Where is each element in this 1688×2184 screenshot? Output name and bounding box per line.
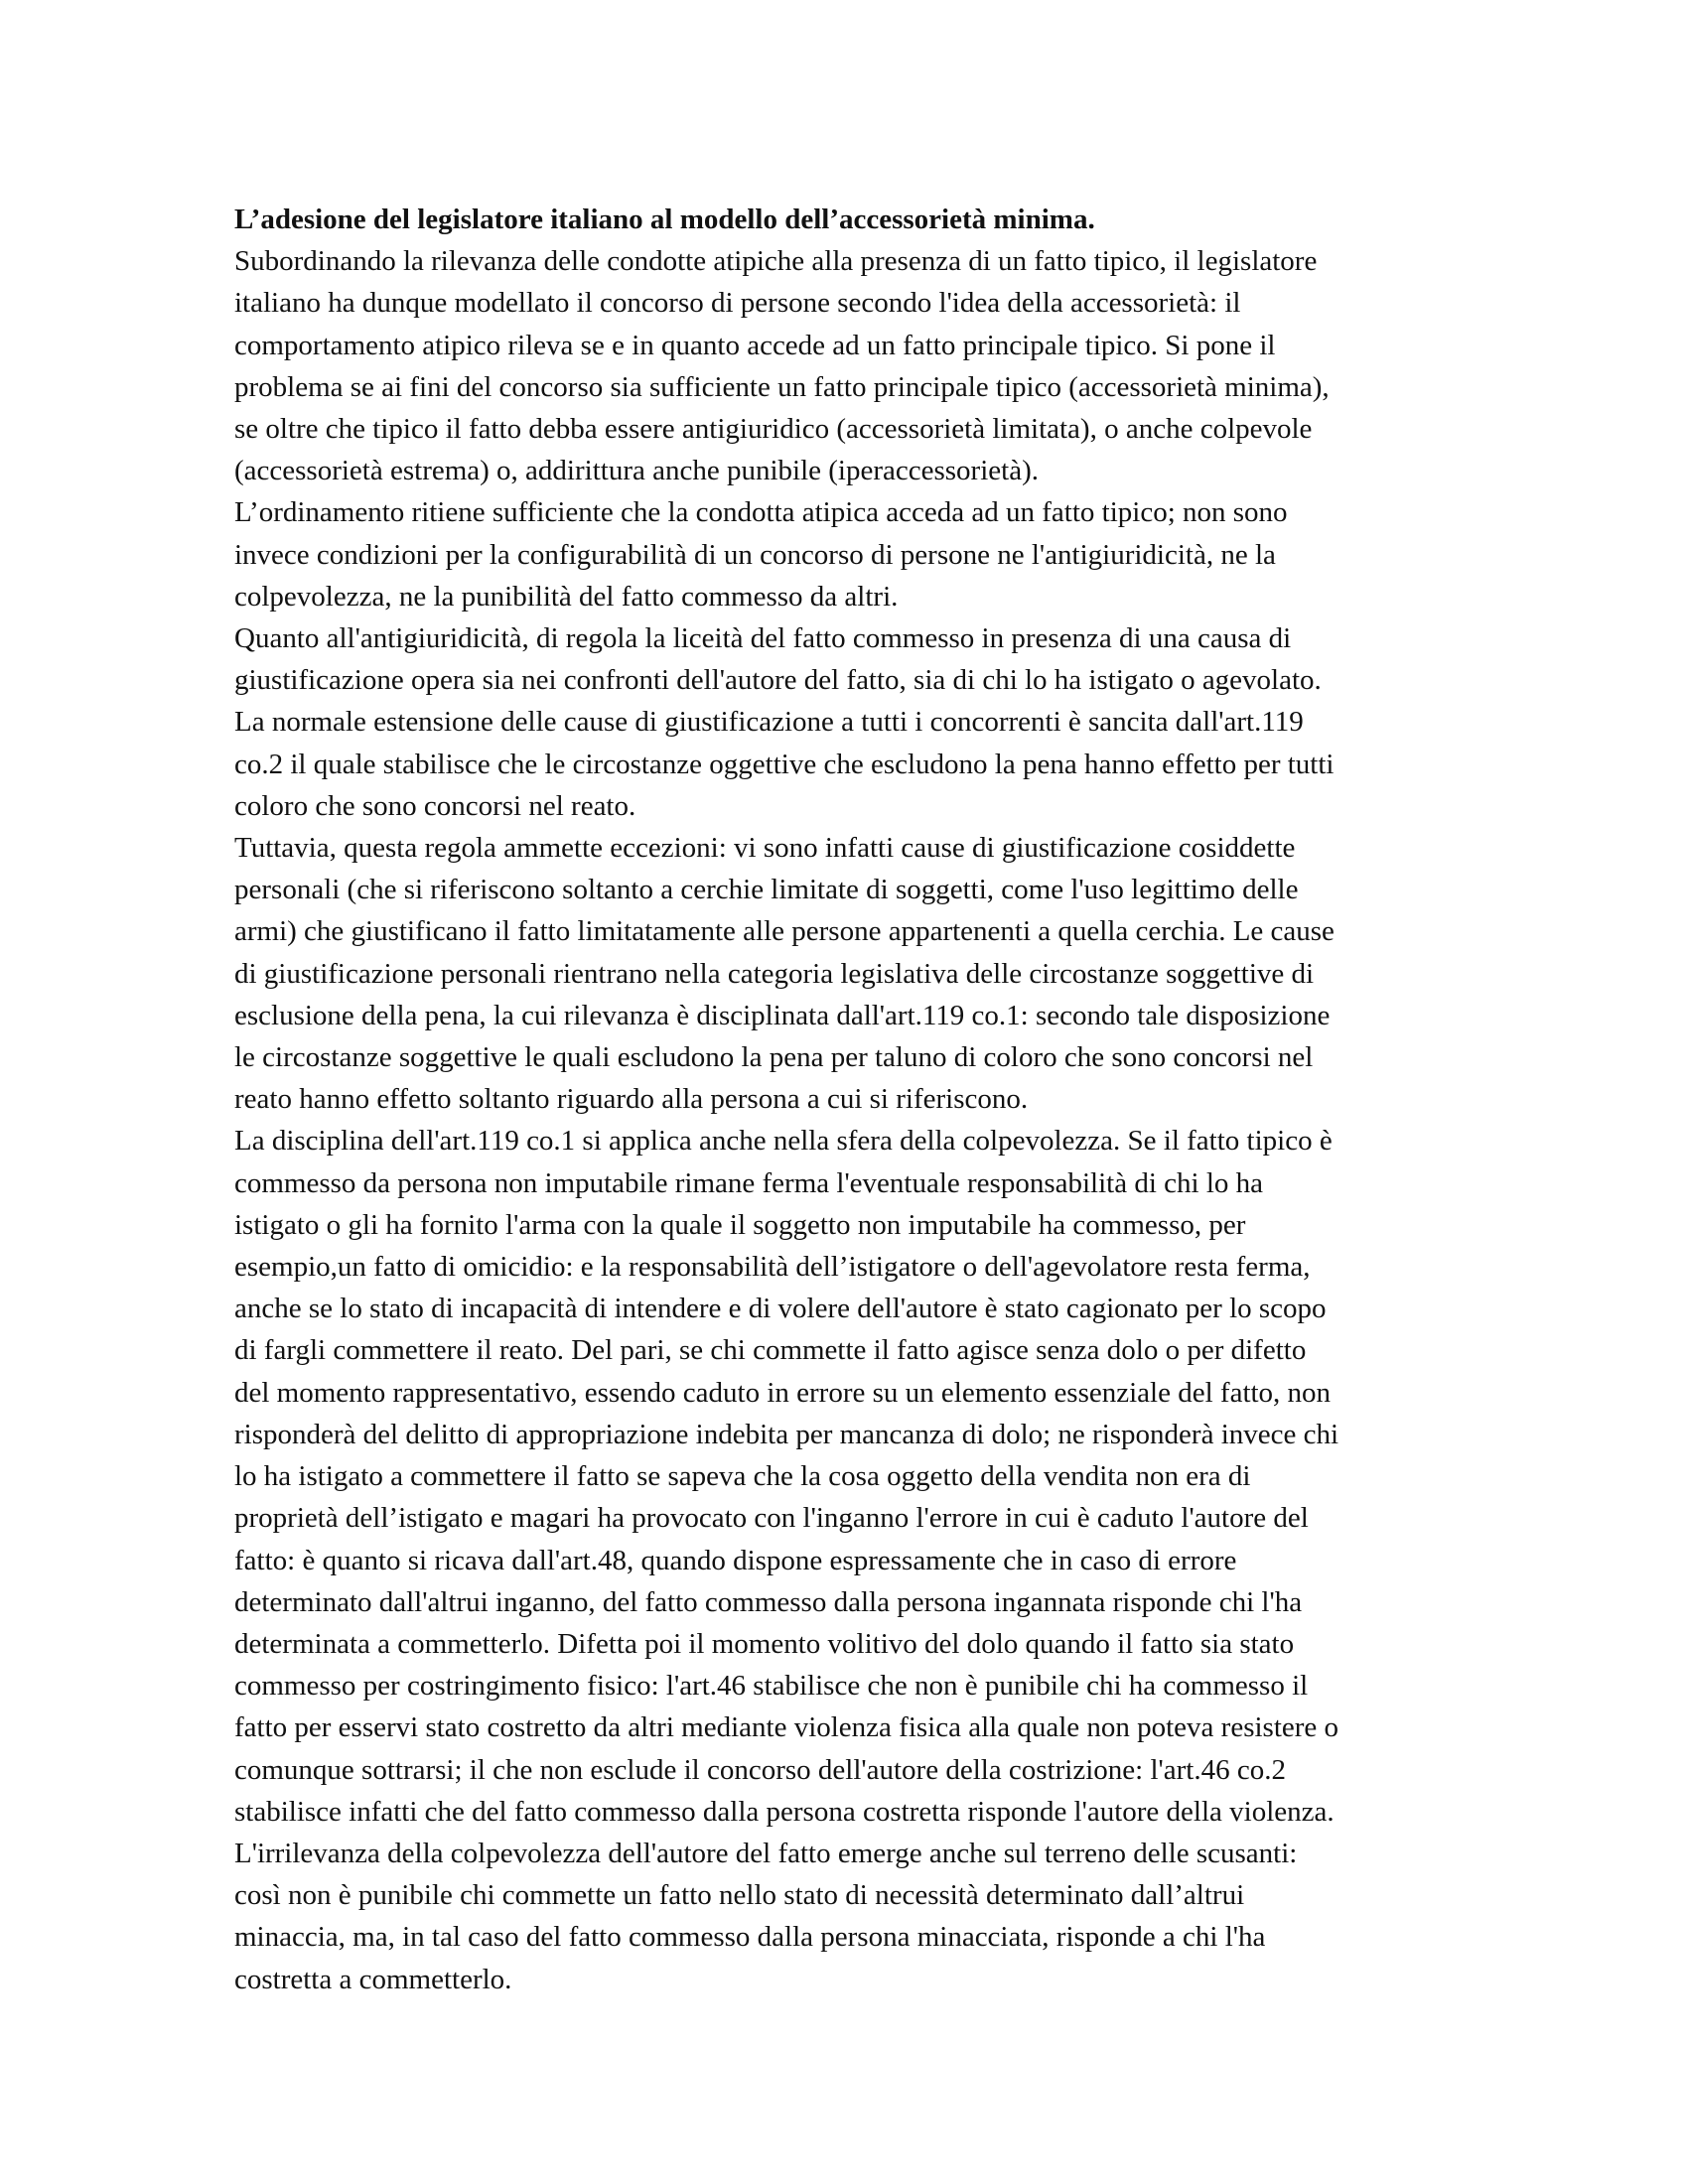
paragraph-lines <box>234 240 1456 2000</box>
text-line: co.2 il quale stabilisce che le circostanze oggettive che escludono la pena hanno effetto per tutti <box>234 748 1335 780</box>
text-line: italiano ha dunque modellato il concorso di persone secondo l'idea della accessorietà: il <box>234 287 1241 320</box>
text-line: L'irrilevanza della colpevolezza dell'autore del fatto emerge anche sul terreno delle scusanti: <box>234 1837 1298 1869</box>
text-line: (accessorietà estrema) o, addirittura anche punibile (iperaccessorietà). <box>234 455 1039 487</box>
text-line: personali (che si riferiscono soltanto a cerchie limitate di soggetti, come l'uso legittimo delle <box>234 874 1299 906</box>
text-line: coloro che sono concorsi nel reato. <box>234 789 636 822</box>
text-line: di fargli commettere il reato. Del pari, se chi commette il fatto agisce senza dolo o per difetto <box>234 1334 1307 1367</box>
text-line: del momento rappresentativo, essendo caduto in errore su un elemento essenziale del fatto, non <box>234 1376 1332 1409</box>
text-line: commesso da persona non imputabile rimane ferma l'eventuale responsabilità di chi lo ha <box>234 1166 1264 1199</box>
text-line: di giustificazione personali rientrano nella categoria legislativa delle circostanze soggettive di <box>234 957 1315 990</box>
text-line: armi) che giustificano il fatto limitatamente alle persone appartenenti a quella cerchia. Le cause <box>234 915 1335 948</box>
text-line: Tuttavia, questa regola ammette eccezioni: vi sono infatti cause di giustificazione cosiddette <box>234 832 1296 865</box>
text-line: minaccia, ma, in tal caso del fatto commesso dalla persona minacciata, risponde a chi l'ha <box>234 1921 1266 1954</box>
text-line: determinata a commetterlo. Difetta poi il momento volitivo del dolo quando il fatto sia stato <box>234 1627 1295 1660</box>
text-line: anche se lo stato di incapacità di intendere e di volere dell'autore è stato cagionato per lo scopo <box>234 1293 1327 1325</box>
text-line: così non è punibile chi commette un fatto nello stato di necessità determinato dall’altrui <box>234 1879 1245 1912</box>
text-line: comunque sottrarsi; il che non esclude il concorso dell'autore della costrizione: l'art.46 co.2 <box>234 1753 1286 1786</box>
text-line: esempio,un fatto di omicidio: e la responsabilità dell’istigatore o dell'agevolatore resta ferma, <box>234 1251 1311 1284</box>
text-line: L’ordinamento ritiene sufficiente che la condotta atipica acceda ad un fatto tipico; non sono <box>234 496 1288 529</box>
text-line: reato hanno effetto soltanto riguardo alla persona a cui si riferiscono. <box>234 1083 1029 1116</box>
text-line: colpevolezza, ne la punibilità del fatto commesso da altri. <box>234 580 899 613</box>
text-line: Subordinando la rilevanza delle condotte atipiche alla presenza di un fatto tipico, il legislatore <box>234 245 1318 278</box>
text-line: costretta a commetterlo. <box>234 1963 512 1995</box>
text-line: commesso per costringimento fisico: l'art.46 stabilisce che non è punibile chi ha commesso il <box>234 1670 1309 1703</box>
text-line: determinato dall'altrui inganno, del fatto commesso dalla persona ingannata risponde chi l'ha <box>234 1585 1303 1618</box>
text-line: risponderà del delitto di appropriazione indebita per mancanza di dolo; ne risponderà invece chi <box>234 1418 1339 1450</box>
document-title: L’adesione del legislatore italiano al modello dell’accessorietà minima. <box>234 204 1095 235</box>
text-line: comportamento atipico rileva se e in quanto accede ad un fatto principale tipico. Si pone il <box>234 329 1276 361</box>
text-line: invece condizioni per la configurabilità di un concorso di persone ne l'antigiuridicità, ne la <box>234 538 1276 571</box>
text-line: se oltre che tipico il fatto debba essere antigiuridico (accessorietà limitata), o anche colpevole <box>234 413 1313 446</box>
text-line: istigato o gli ha fornito l'arma con la quale il soggetto non imputabile ha commesso, per <box>234 1208 1246 1241</box>
text-line: esclusione della pena, la cui rilevanza è disciplinata dall'art.119 co.1: secondo tale disposizione <box>234 999 1331 1031</box>
text-line: proprietà dell’istigato e magari ha provocato con l'inganno l'errore in cui è caduto l'autore del <box>234 1502 1309 1535</box>
text-line: fatto per esservi stato costretto da altri mediante violenza fisica alla quale non poteva resistere o <box>234 1711 1339 1744</box>
text-line: stabilisce infatti che del fatto commesso dalla persona costretta risponde l'autore della violenza. <box>234 1795 1335 1828</box>
text-line: le circostanze soggettive le quali escludono la pena per taluno di coloro che sono concorsi nel <box>234 1041 1314 1074</box>
text-line: fatto: è quanto si ricava dall'art.48, quando dispone espressamente che in caso di errore <box>234 1544 1237 1576</box>
text-line: La disciplina dell'art.119 co.1 si applica anche nella sfera della colpevolezza. Se il fatto tipico è <box>234 1125 1333 1158</box>
text-line: lo ha istigato a commettere il fatto se sapeva che la cosa oggetto della vendita non era di <box>234 1460 1251 1493</box>
text-line: La normale estensione delle cause di giustificazione a tutti i concorrenti è sancita dall'art.119 <box>234 706 1304 739</box>
text-line: problema se ai fini del concorso sia sufficiente un fatto principale tipico (accessorietà minima), <box>234 370 1330 403</box>
text-line: giustificazione opera sia nei confronti dell'autore del fatto, sia di chi lo ha istigato o agevolato. <box>234 664 1322 697</box>
document-body <box>234 199 1456 2000</box>
text-line: Quanto all'antigiuridicità, di regola la liceità del fatto commesso in presenza di una causa di <box>234 622 1292 655</box>
